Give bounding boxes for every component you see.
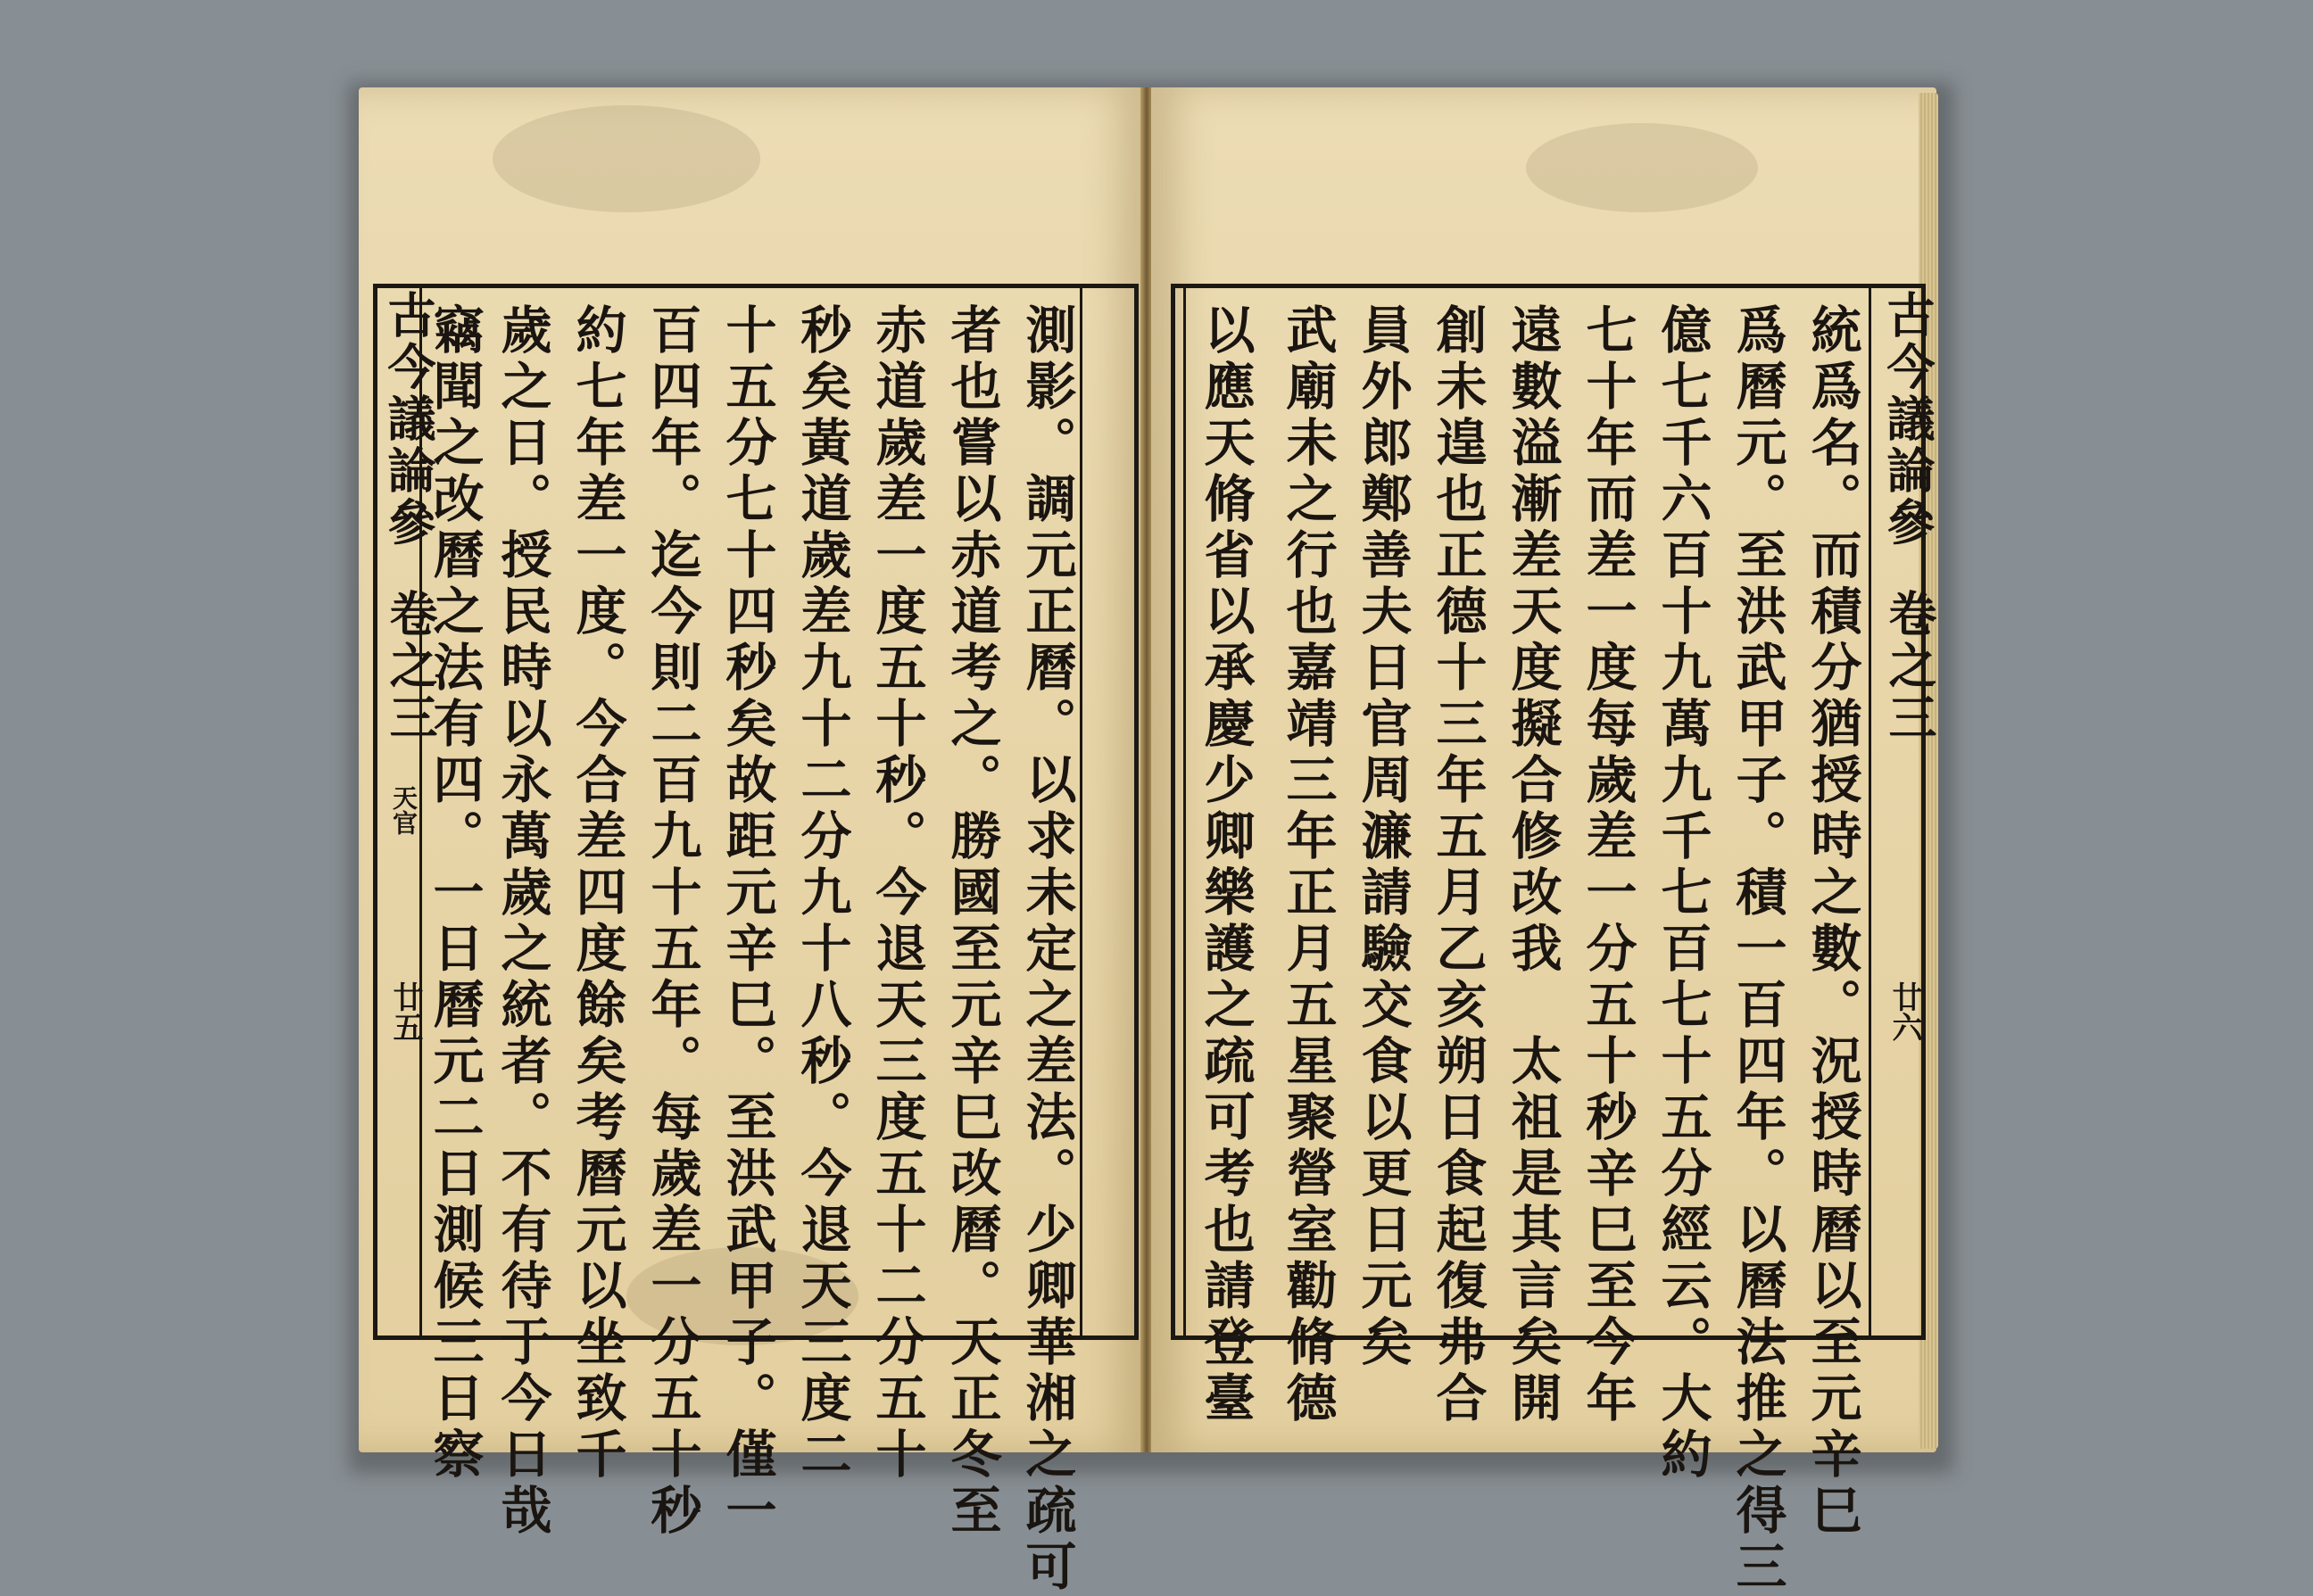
right-inner-rule xyxy=(1183,284,1186,1340)
left-text-column: 百四年。迄今則二百九十五年。每歲差一分五十秒 xyxy=(642,303,702,1540)
right-margin-rule xyxy=(1869,284,1871,1340)
left-inner-rule xyxy=(1080,284,1082,1340)
left-margin-title: 古今議論參 xyxy=(380,290,437,549)
right-text-column: 七十年而差一度每歲差一分五十秒辛巳至今年 xyxy=(1578,303,1637,1427)
right-text-column: 億七千六百十九萬九千七百七十五分經云。大約 xyxy=(1653,303,1712,1484)
right-text-column: 以應天脩省以承慶少卿樂護之疏可考也請登臺 xyxy=(1196,303,1256,1427)
left-text-column: 歲之日。授民時以永萬歲之統者。不有待于今日哉 xyxy=(493,303,552,1540)
right-text-column: 爲曆元。至洪武甲子。積一百四年。以曆法推之得三 xyxy=(1728,303,1787,1596)
right-text-column: 員外郎鄭善夫日官周濂請驗交食以更日元矣 xyxy=(1353,303,1413,1371)
left-text-column: 赤道歲差一度五十秒。今退天三度五十二分五十 xyxy=(867,303,927,1484)
right-text-column: 武廟未之行也嘉靖三年正月五星聚營室勸脩德 xyxy=(1278,303,1338,1427)
paper-stain xyxy=(493,105,760,212)
left-margin-volume: 卷之三 xyxy=(382,589,439,744)
left-text-column: 竊聞之改曆之法有四。一日曆元二日測候三日察 xyxy=(425,303,485,1484)
paper-stain xyxy=(1526,123,1758,212)
left-text-column: 測影。調元正曆。以求未定之差法。少卿華湘之疏可 xyxy=(1017,303,1077,1596)
left-text-column: 秒矣黃道歲差九十二分九十八秒。今退天三度二 xyxy=(792,303,852,1484)
right-text-column: 創未遑也正德十三年五月乙亥朔日食起復弗合 xyxy=(1428,303,1488,1427)
right-margin-volume: 卷之三 xyxy=(1881,589,1938,744)
left-text-column: 約七年差一度。今合差四度餘矣考曆元以坐致千 xyxy=(568,303,627,1484)
right-margin-page: 廿六 xyxy=(1886,981,1922,1042)
left-margin-page: 廿五 xyxy=(387,981,423,1042)
left-text-column: 者也嘗以赤道考之。勝國至元辛巳改曆。天正冬至 xyxy=(942,303,1002,1540)
left-margin-section: 天官 xyxy=(389,785,419,835)
right-margin-title: 古今議論參 xyxy=(1879,290,1936,549)
right-text-column: 遠數溢漸差天度擬合修改我 太祖是其言矣開 xyxy=(1503,303,1563,1427)
left-text-column: 十五分七十四秒矣故距元辛巳。至洪武甲子。僅一 xyxy=(717,303,777,1540)
right-text-column: 統爲名。而積分猶授時之數。況授時曆以至元辛巳 xyxy=(1803,303,1862,1540)
